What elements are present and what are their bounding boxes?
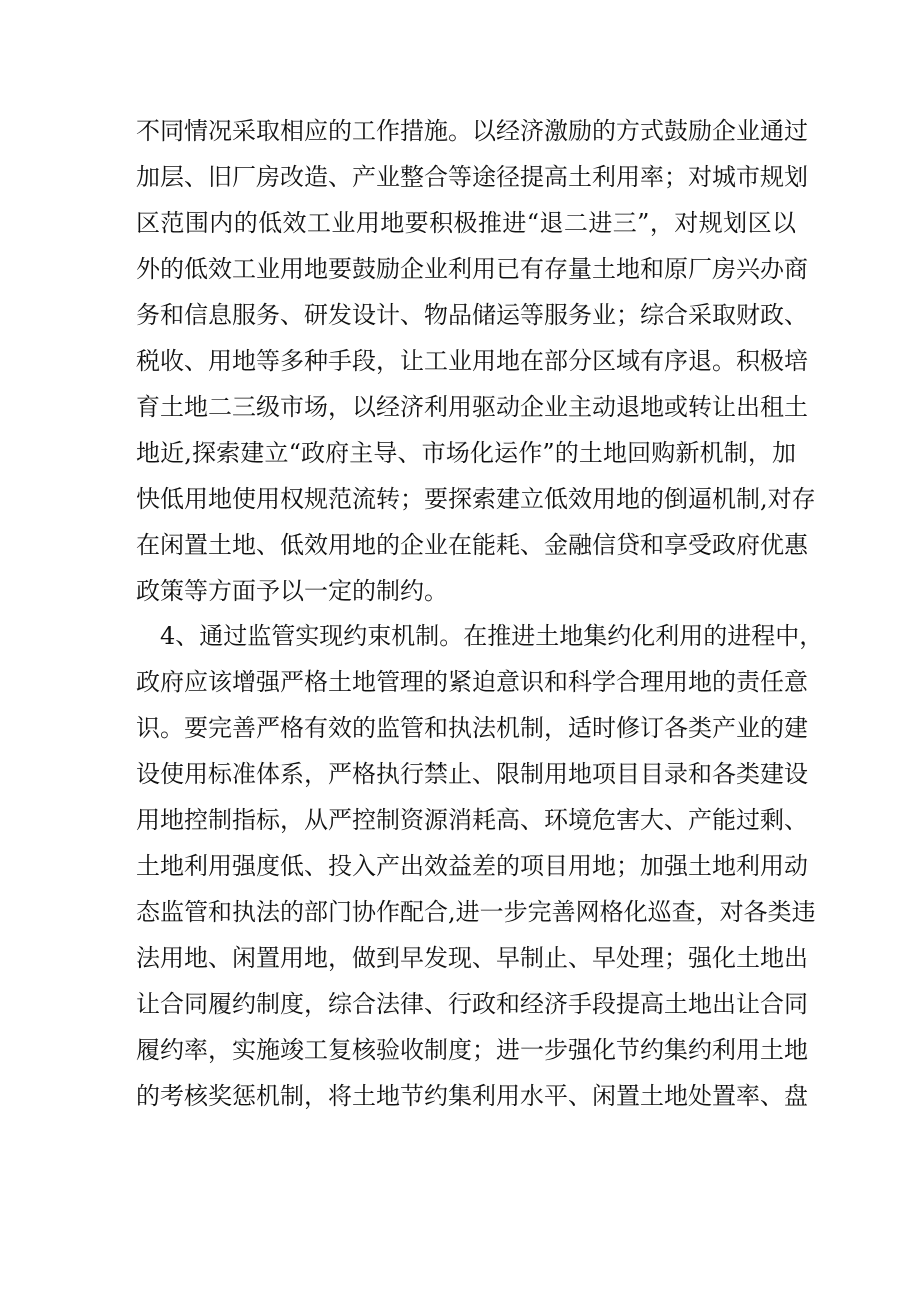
text-line: 税收、用地等多种手段，让工业用地在部分区域有序退。积极培 <box>136 347 808 375</box>
text-line: 让合同履约制度，综合法律、行政和经济手段提高土地出让合同 <box>136 990 808 1018</box>
text-line: 法用地、闲置用地，做到早发现、早制止、早处理；强化土地出 <box>136 944 808 972</box>
text-line: 设使用标准体系，严格执行禁止、限制用地项目目录和各类建设 <box>136 760 808 788</box>
text-line: 履约率，实施竣工复核验收制度；进一步强化节约集约利用土地 <box>136 1036 808 1064</box>
text-line: 在闲置土地、低效用地的企业在能耗、金融信贷和享受政府优惠 <box>136 531 808 559</box>
text-line: 土地利用强度低、投入产出效益差的项目用地；加强土地利用动 <box>136 852 808 880</box>
text-line: 态监管和执法的部门协作配合,进一步完善网格化巡查，对各类违 <box>136 898 816 926</box>
text-line: 4、通过监管实现约束机制。在推进土地集约化利用的进程中， <box>160 622 824 650</box>
text-line: 政府应该增强严格土地管理的紧迫意识和科学合理用地的责任意 <box>136 668 808 696</box>
paragraph-supervision <box>136 613 824 1119</box>
text-line: 区范围内的低效工业用地要积极推进“退二进三”，对规划区以 <box>136 209 796 237</box>
text-line: 加层、旧厂房改造、产业整合等途径提高土利用率；对城市规划 <box>136 163 808 191</box>
text-line: 用地控制指标，从严控制资源消耗高、环境危害大、产能过剩、 <box>136 806 808 834</box>
text-line: 快低用地使用权规范流转；要探索建立低效用地的倒逼机制,对存 <box>136 485 816 513</box>
text-line: 政策等方面予以一定的制约。 <box>136 577 448 605</box>
text-line: 育土地二三级市场，以经济利用驱动企业主动退地或转让出租土 <box>136 393 808 421</box>
text-line: 地近,探索建立“政府主导、市场化运作”的土地回购新机制，加 <box>136 439 796 467</box>
paragraph-measures <box>136 108 816 614</box>
text-line: 外的低效工业用地要鼓励企业利用已有存量土地和原厂房兴办商 <box>136 255 808 283</box>
text-line: 的考核奖惩机制，将土地节约集利用水平、闲置土地处置率、盘 <box>136 1082 808 1110</box>
text-line: 不同情况采取相应的工作措施。以经济激励的方式鼓励企业通过 <box>136 117 808 145</box>
text-line: 务和信息服务、研发设计、物品储运等服务业；综合采取财政、 <box>136 301 808 329</box>
text-line: 识。要完善严格有效的监管和执法机制，适时修订各类产业的建 <box>136 714 808 742</box>
